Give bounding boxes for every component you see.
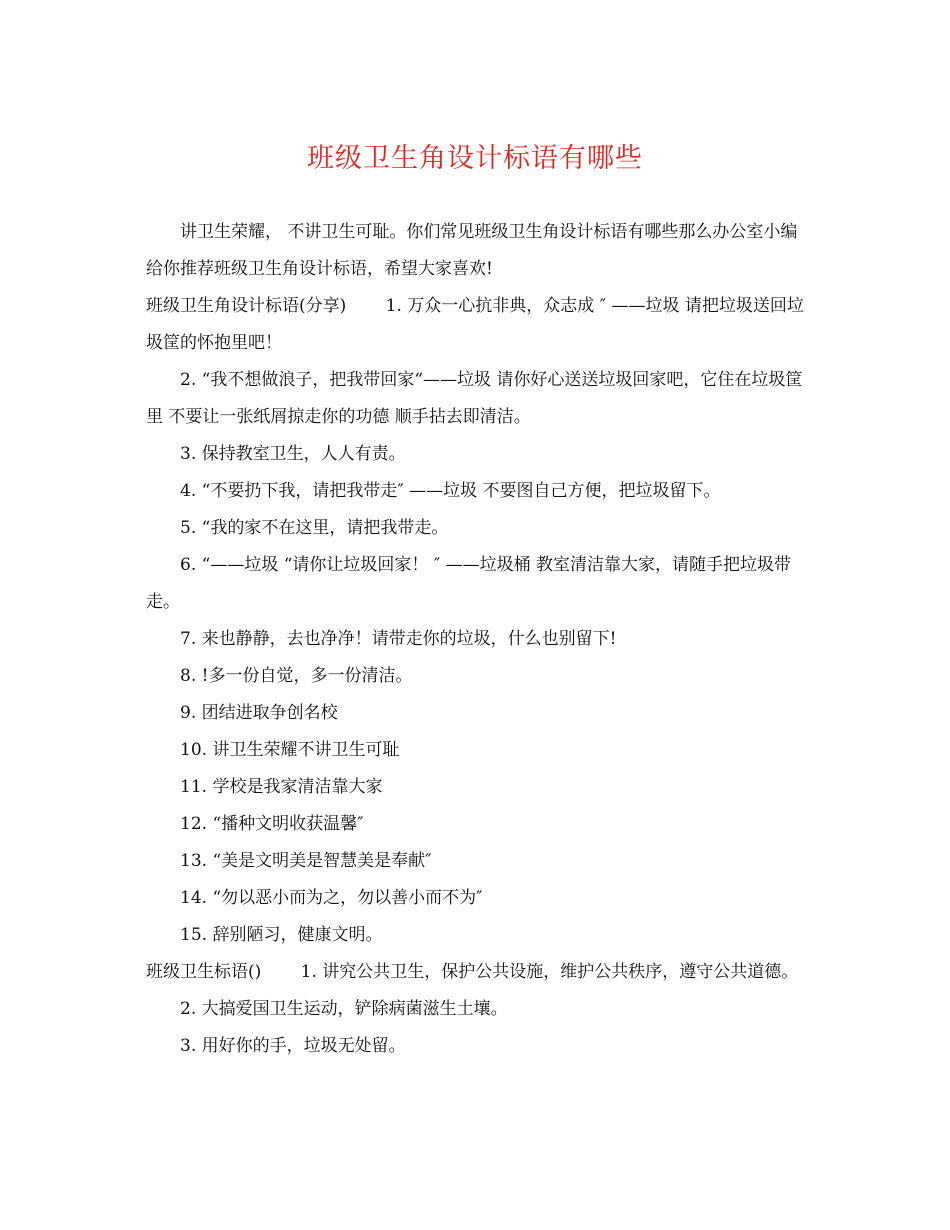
paragraph: 4. “不要扔下我，请把我带走″ ——垃圾 不要图自己方便，把垃圾留下。 (180, 481, 721, 501)
paragraph: 6. “——垃圾 “请你让垃圾回家！ ″ ——垃圾桶 教室清洁靠大家，请随手把垃圾带走。 (146, 555, 791, 612)
paragraph: 15. 辞别陋习，健康文明。 (180, 925, 383, 945)
document-body (146, 214, 806, 1065)
paragraph: 班级卫生标语() 1. 讲究公共卫生，保护公共设施，维护公共秩序，遵守公共道德。 (146, 962, 799, 982)
paragraph: 12. “播种文明收获温馨″ (180, 814, 364, 834)
paragraph: 7. 来也静静，去也净净！请带走你的垃圾，什么也别留下! (180, 629, 617, 649)
paragraph: 2. “我不想做浪子，把我带回家“——垃圾 请你好心送送垃圾回家吧，它住在垃圾筐里 不要让一张纸屑掠走你的功德 顺手拈去即清洁。 (146, 370, 803, 427)
paragraph: 3. 保持教室卫生，人人有责。 (180, 444, 406, 464)
paragraph: 5. “我的家不在这里，请把我带走。 (180, 518, 449, 538)
paragraph: 11. 学校是我家清洁靠大家 (180, 777, 383, 797)
paragraph: 讲卫生荣耀， 不讲卫生可耻。你们常见班级卫生角设计标语有哪些那么办公室小编给你推荐班级卫生角设计标语，希望大家喜欢! (146, 222, 798, 279)
paragraph: 13. “美是文明美是智慧美是奉献″ (180, 851, 432, 871)
paragraph: 10. 讲卫生荣耀不讲卫生可耻 (180, 740, 400, 760)
paragraph: 9. 团结进取争创名校 (180, 703, 338, 723)
paragraph: 14. “勿以恶小而为之，勿以善小而不为″ (180, 888, 483, 908)
paragraph: 3. 用好你的手，垃圾无处留。 (180, 1036, 406, 1056)
paragraph: 2. 大搞爱国卫生运动，铲除病菌滋生土壤。 (180, 999, 508, 1019)
paragraph: 8. !多一份自觉，多一份清洁。 (180, 666, 413, 686)
paragraph: 班级卫生角设计标语(分享) 1. 万众一心抗非典，众志成 ″ ——垃圾 请把垃圾送回垃圾筐的怀抱里吧！ (146, 296, 804, 353)
document-title: 班级卫生角设计标语有哪些 (307, 143, 643, 174)
